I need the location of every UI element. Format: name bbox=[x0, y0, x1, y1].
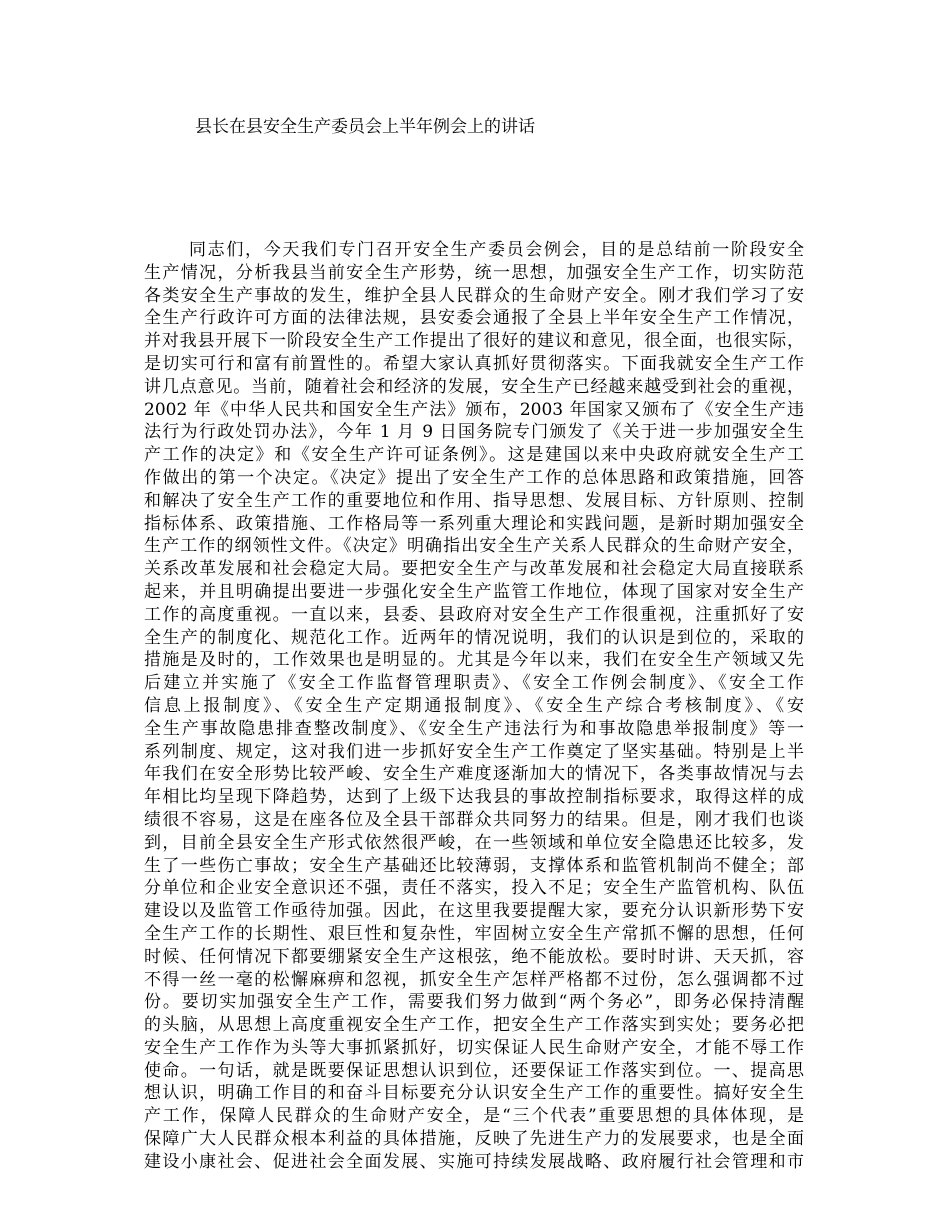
body-line: 工作的高度重视。一直以来，县委、县政府对安全生产工作很重视，注重抓好了安 bbox=[144, 604, 804, 625]
body-line: 不得一丝一毫的松懈麻痹和忽视，抓安全生产怎样严格都不过份，怎么强调都不过 bbox=[144, 969, 804, 990]
body-line: 2002 年《中华人民共和国安全生产法》颁布，2003 年国家又颁布了《安全生产违 bbox=[144, 399, 804, 420]
body-line: 时候、任何情况下都要绷紧安全生产这根弦，绝不能放松。要时时讲、天天抓，容 bbox=[144, 946, 804, 967]
body-line: 作做出的第一个决定。《决定》提出了安全生产工作的总体思路和政策措施，回答 bbox=[144, 467, 804, 488]
body-line: 是切实可行和富有前置性的。希望大家认真抓好贯彻落实。下面我就安全生产工作 bbox=[144, 353, 804, 374]
body-line: 年相比均呈现下降趋势，达到了上级下达我县的事故控制指标要求，取得这样的成 bbox=[144, 787, 804, 808]
body-line: 各类安全生产事故的发生，维护全县人民群众的生命财产安全。刚才我们学习了安 bbox=[144, 285, 804, 306]
body-line: 生了一些伤亡事故；安全生产基础还比较薄弱，支撑体系和监管机制尚不健全；部 bbox=[144, 855, 804, 876]
body-line: 想认识，明确工作目的和奋斗目标要充分认识安全生产工作的重要性。搞好安全生 bbox=[144, 1083, 804, 1104]
body-line: 全生产事故隐患排查整改制度》、《安全生产违法行为和事故隐患举报制度》等一 bbox=[144, 718, 804, 739]
body-line: 法行为行政处罚办法》，今年 1 月 9 日国务院专门颁发了《关于进一步加强安全生 bbox=[144, 422, 804, 443]
document-body bbox=[144, 239, 804, 1174]
body-line: 全生产行政许可方面的法律法规，县安委会通报了全县上半年安全生产工作情况， bbox=[144, 308, 804, 329]
body-line: 起来，并且明确提出要进一步强化安全生产监管工作地位，体现了国家对安全生产 bbox=[144, 581, 804, 602]
body-line: 产工作，保障人民群众的生命财产安全，是“三个代表”重要思想的具体体现，是 bbox=[144, 1106, 804, 1127]
body-line: 产工作的决定》和《安全生产许可证条例》。这是建国以来中央政府就安全生产工 bbox=[144, 445, 804, 466]
body-line: 指标体系、政策措施、工作格局等一系列重大理论和实践问题，是新时期加强安全 bbox=[144, 513, 804, 534]
body-line: 和解决了安全生产工作的重要地位和作用、指导思想、发展目标、方针原则、控制 bbox=[144, 490, 804, 511]
body-line: 系列制度、规定，这对我们进一步抓好安全生产工作奠定了坚实基础。特别是上半 bbox=[144, 741, 804, 762]
body-line: 分单位和企业安全意识还不强，责任不落实，投入不足；安全生产监管机构、队伍 bbox=[144, 878, 804, 899]
body-line: 份。要切实加强安全生产工作，需要我们努力做到“两个务必”，即务必保持清醒 bbox=[144, 992, 804, 1013]
body-line: 生产工作的纲领性文件。《决定》明确指出安全生产关系人民群众的生命财产安全， bbox=[144, 536, 804, 557]
document-title: 县长在县安全生产委员会上半年例会上的讲话 bbox=[195, 117, 535, 137]
body-line: 建设以及监管工作亟待加强。因此，在这里我要提醒大家，要充分认识新形势下安 bbox=[144, 901, 804, 922]
body-line: 的头脑，从思想上高度重视安全生产工作，把安全生产工作落实到实处；要务必把 bbox=[144, 1015, 804, 1036]
body-line: 全生产的制度化、规范化工作。近两年的情况说明，我们的认识是到位的，采取的 bbox=[144, 627, 804, 648]
body-line: 并对我县开展下一阶段安全生产工作提出了很好的建议和意见，很全面，也很实际， bbox=[144, 331, 804, 352]
body-line: 关系改革发展和社会稳定大局。要把安全生产与改革发展和社会稳定大局直接联系 bbox=[144, 559, 804, 580]
body-line: 措施是及时的，工作效果也是明显的。尤其是今年以来，我们在安全生产领域又先 bbox=[144, 650, 804, 671]
body-line: 使命。一句话，就是既要保证思想认识到位，还要保证工作落实到位。一、提高思 bbox=[144, 1060, 804, 1081]
body-line: 讲几点意见。当前，随着社会和经济的发展，安全生产已经越来越受到社会的重视， bbox=[144, 376, 804, 397]
body-line: 保障广大人民群众根本利益的具体措施，反映了先进生产力的发展要求，也是全面 bbox=[144, 1129, 804, 1150]
body-line: 全生产工作的长期性、艰巨性和复杂性，牢固树立安全生产常抓不懈的思想，任何 bbox=[144, 923, 804, 944]
body-line: 建设小康社会、促进社会全面发展、实施可持续发展战略、政府履行社会管理和市 bbox=[144, 1151, 804, 1172]
body-line: 到，目前全县安全生产形式依然很严峻，在一些领域和单位安全隐患还比较多，发 bbox=[144, 832, 804, 853]
body-line: 年我们在安全形势比较严峻、安全生产难度逐渐加大的情况下，各类事故情况与去 bbox=[144, 764, 804, 785]
body-line: 生产情况，分析我县当前安全生产形势，统一思想，加强安全生产工作，切实防范 bbox=[144, 262, 804, 283]
body-line: 安全生产工作作为头等大事抓紧抓好，切实保证人民生命财产安全，才能不辱工作 bbox=[144, 1037, 804, 1058]
body-line: 后建立并实施了《安全工作监督管理职责》、《安全工作例会制度》、《安全工作 bbox=[144, 673, 804, 694]
body-line: 绩很不容易，这是在座各位及全县干部群众共同努力的结果。但是，刚才我们也谈 bbox=[144, 809, 804, 830]
body-line: 同志们，今天我们专门召开安全生产委员会例会，目的是总结前一阶段安全 bbox=[189, 240, 804, 260]
body-line: 信息上报制度》、《安全生产定期通报制度》、《安全生产综合考核制度》、《安 bbox=[144, 695, 804, 716]
